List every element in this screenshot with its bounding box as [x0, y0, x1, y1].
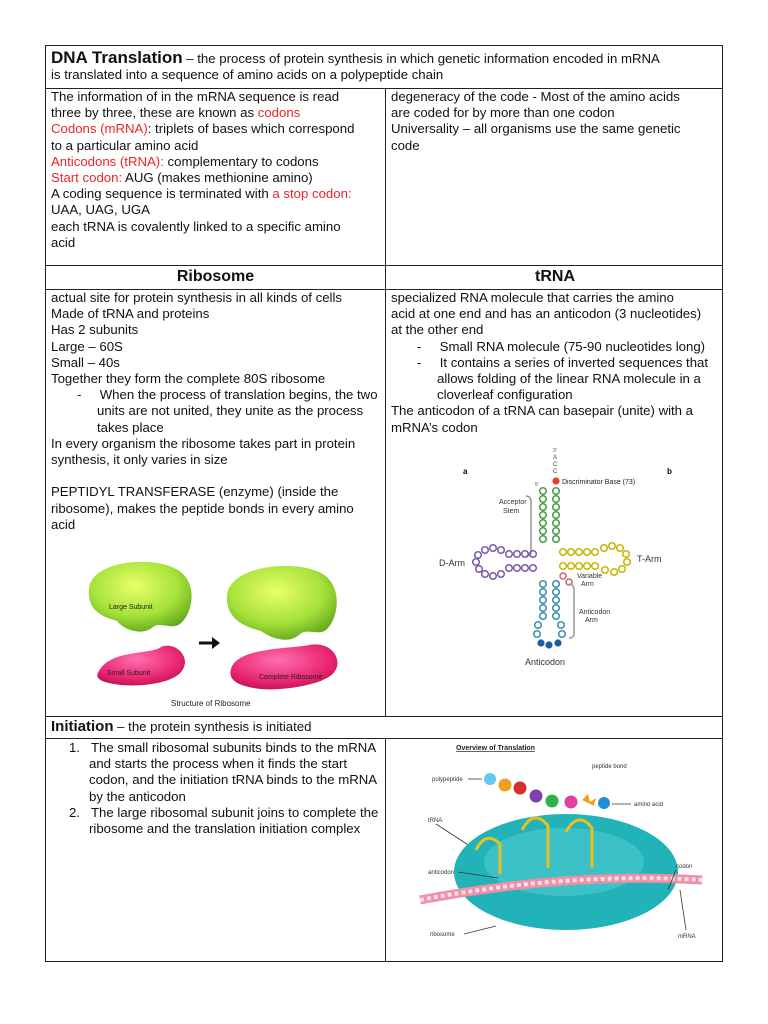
ribosome-figure-caption: Structure of Ribosome — [171, 699, 251, 708]
large-subunit-label: Large Subunit — [109, 604, 153, 611]
bullet-text: It contains a series of inverted sequences that allows folding of the linear RNA molecule in a cloverleaf configuration — [437, 354, 709, 403]
discriminator-label: Discriminator Base (73) — [562, 479, 636, 486]
peptide-bond-label: peptide bond — [592, 764, 627, 770]
amino-acid-bead — [530, 790, 543, 803]
figure-title: Overview of Translation — [456, 745, 535, 752]
ribosome-heading: Ribosome — [176, 268, 255, 285]
anticodon-arm-label: Anticodon — [579, 609, 611, 616]
text-line: Together they form the complete 80S ribosome — [51, 371, 326, 387]
pointer-arrow — [464, 926, 496, 934]
row-divider — [46, 265, 722, 266]
text-line: Large – 60S — [51, 338, 123, 354]
bullet-item: - Small RNA molecule (75-90 nucleotides long) — [417, 338, 706, 354]
small-subunit-label: Small Subunit — [107, 670, 151, 677]
ribosome-notes — [51, 290, 381, 533]
trna-label: tRNA — [428, 818, 443, 824]
anticodon-arm — [534, 581, 566, 638]
initiation-steps — [51, 740, 381, 837]
acceptor-stem-label: Acceptor — [499, 499, 527, 506]
variable-arm-label: Variable — [577, 573, 603, 580]
text-line: synthesis, it only varies in size — [51, 452, 228, 468]
step-text: The large ribosomal subunit joins to complete the ribosome and the translation initiation complex — [89, 804, 379, 837]
text-line: Made of tRNA and proteins — [51, 306, 210, 322]
text-line: The information of in the mRNA sequence is read — [51, 89, 340, 104]
text-line: code — [391, 137, 420, 153]
row-divider — [46, 738, 722, 739]
text-line: A coding sequence is terminated with — [51, 186, 273, 202]
translation-overview-figure — [406, 740, 716, 940]
genetic-code-notes — [51, 89, 381, 251]
text-line: Has 2 subunits — [51, 322, 139, 338]
anticodon-label: Anticodon — [525, 657, 566, 667]
page-title-block — [51, 50, 719, 83]
acceptor-stem — [540, 488, 560, 543]
amino-acid-bead — [514, 782, 527, 795]
d-arm — [473, 545, 537, 580]
complete-small-shape — [230, 644, 337, 689]
ribosome-structure-figure — [81, 551, 361, 713]
arrow-head-icon — [212, 637, 220, 649]
document-table — [45, 45, 723, 962]
anticodon-base — [545, 641, 552, 648]
text-line: AUG (makes methionine amino) — [122, 170, 313, 186]
text-line: UAA, UAG, UGA — [51, 202, 150, 218]
text-line: mRNA’s codon — [391, 419, 478, 435]
initiation-heading-block — [51, 719, 711, 735]
amino-acid-bead — [546, 795, 559, 808]
step-number: 1. — [69, 740, 80, 755]
anticodon-base — [554, 639, 561, 646]
t-arm-label: T-Arm — [637, 554, 662, 564]
figure-label-b: b — [667, 467, 672, 476]
text-line: three by three, these are known as — [51, 105, 258, 121]
text-line: PEPTIDYL TRANSFERASE (enzyme) (inside the — [51, 484, 339, 500]
large-subunit-shape — [89, 562, 192, 632]
trna-notes — [391, 290, 721, 436]
pointer-arrow — [680, 890, 686, 930]
text-line: Small – 40s — [51, 354, 120, 370]
initiation-subtitle: – the protein synthesis is initiated — [113, 719, 312, 734]
amino-acid-bead — [598, 797, 610, 809]
acca-base: C — [553, 462, 558, 468]
text-line: complementary to codons — [163, 153, 319, 169]
text-line: are coded for by more than one codon — [391, 105, 615, 121]
amino-acid-bead — [484, 773, 496, 785]
text-line: actual site for protein synthesis in all kinds of cells — [51, 290, 342, 305]
trna-cloverleaf-figure — [401, 444, 701, 694]
text-line: acid — [51, 516, 76, 532]
acceptor-bracket — [526, 496, 531, 556]
step-item — [51, 805, 381, 837]
polypeptide-label: polypeptide — [432, 777, 463, 783]
code-properties-notes — [391, 89, 719, 154]
title-definition: – the process of protein synthesis in which genetic information encoded in mRNA — [182, 51, 660, 66]
t-arm — [560, 543, 631, 576]
text-line: degeneracy of the code - Most of the amino acids — [391, 89, 680, 104]
variable-arm — [560, 573, 572, 585]
title-definition-cont: is translated into a sequence of amino acids on a polypeptide chain — [51, 67, 444, 83]
highlight-term: Anticodons (tRNA): — [51, 153, 164, 169]
initiation-heading: Initiation — [51, 718, 114, 735]
highlight-term: codons — [257, 105, 301, 121]
bullet-text: Small RNA molecule (75-90 nucleotides long) — [439, 338, 706, 354]
three-prime-label: 3' — [553, 448, 557, 454]
trna-heading: tRNA — [535, 268, 575, 285]
ribosome-label: ribosome — [430, 932, 455, 938]
page-title: DNA Translation — [51, 48, 183, 67]
anticodon-base — [537, 639, 544, 646]
acca-base: A — [553, 455, 558, 461]
figure-label-a: a — [463, 467, 468, 476]
text-line: In every organism the ribosome takes part in protein — [51, 435, 356, 451]
highlight-term: Start codon: — [51, 170, 123, 186]
peptide-bond-burst — [582, 794, 596, 806]
bullet-item: - It contains a series of inverted sequences that allows folding of the linear RNA molecule in a cloverleaf configuration — [417, 354, 709, 403]
bullet-text: When the process of translation begins, the two units are not united, they unite as the process takes place — [97, 387, 378, 435]
text-line: to a particular amino acid — [51, 137, 199, 153]
row-divider — [46, 716, 722, 717]
codon-label: codon — [676, 864, 693, 870]
column-divider — [385, 738, 386, 962]
d-arm-label: D-Arm — [439, 558, 465, 568]
text-line: specialized RNA molecule that carries the amino — [391, 290, 674, 305]
amino-acid-bead — [565, 796, 578, 809]
text-line: at the other end — [391, 322, 484, 338]
text-line: acid — [51, 234, 76, 250]
text-line: each tRNA is covalently linked to a specific amino — [51, 218, 341, 234]
text-line: Universality – all organisms use the same genetic — [391, 121, 681, 137]
step-item — [51, 740, 381, 805]
discriminator-base — [552, 477, 559, 484]
acceptor-stem-label-2: Stem — [503, 508, 520, 515]
anticodon-bracket — [569, 584, 574, 638]
text-line: acid at one end and has an anticodon (3 nucleotides) — [391, 306, 702, 322]
text-line: ribosome), makes the peptide bonds in every amino — [51, 500, 354, 516]
text-line: The anticodon of a tRNA can basepair (unite) with a — [391, 403, 694, 419]
highlight-term: a stop codon: — [272, 186, 352, 202]
step-number: 2. — [69, 804, 80, 820]
small-subunit-shape — [97, 646, 185, 686]
anticodon-arm-label-2: Arm — [585, 617, 598, 624]
variable-arm-label-2: Arm — [581, 581, 594, 588]
complete-large-shape — [227, 566, 337, 640]
complete-ribosome-label: Complete Ribosome — [259, 674, 323, 681]
bullet-item: - When the process of translation begins, the two units are not united, they unite as the process takes place — [77, 387, 378, 435]
column-divider — [385, 88, 386, 716]
text-line: : triplets of bases which correspond — [147, 121, 355, 137]
mrna-label: mRNA — [678, 934, 696, 940]
step-text: The small ribosomal subunits binds to the mRNA and starts the process when it finds the start codon, and the initiation tRNA binds to the mRNA by the anticodon — [89, 740, 377, 804]
amino-acid-label: amino acid — [634, 802, 664, 808]
highlight-term: Codons (mRNA) — [51, 121, 148, 137]
five-prime-label: 5' — [535, 482, 539, 488]
acca-base: C — [553, 469, 558, 475]
amino-acid-bead — [499, 779, 512, 792]
anticodon-label: anticodon — [428, 870, 455, 876]
